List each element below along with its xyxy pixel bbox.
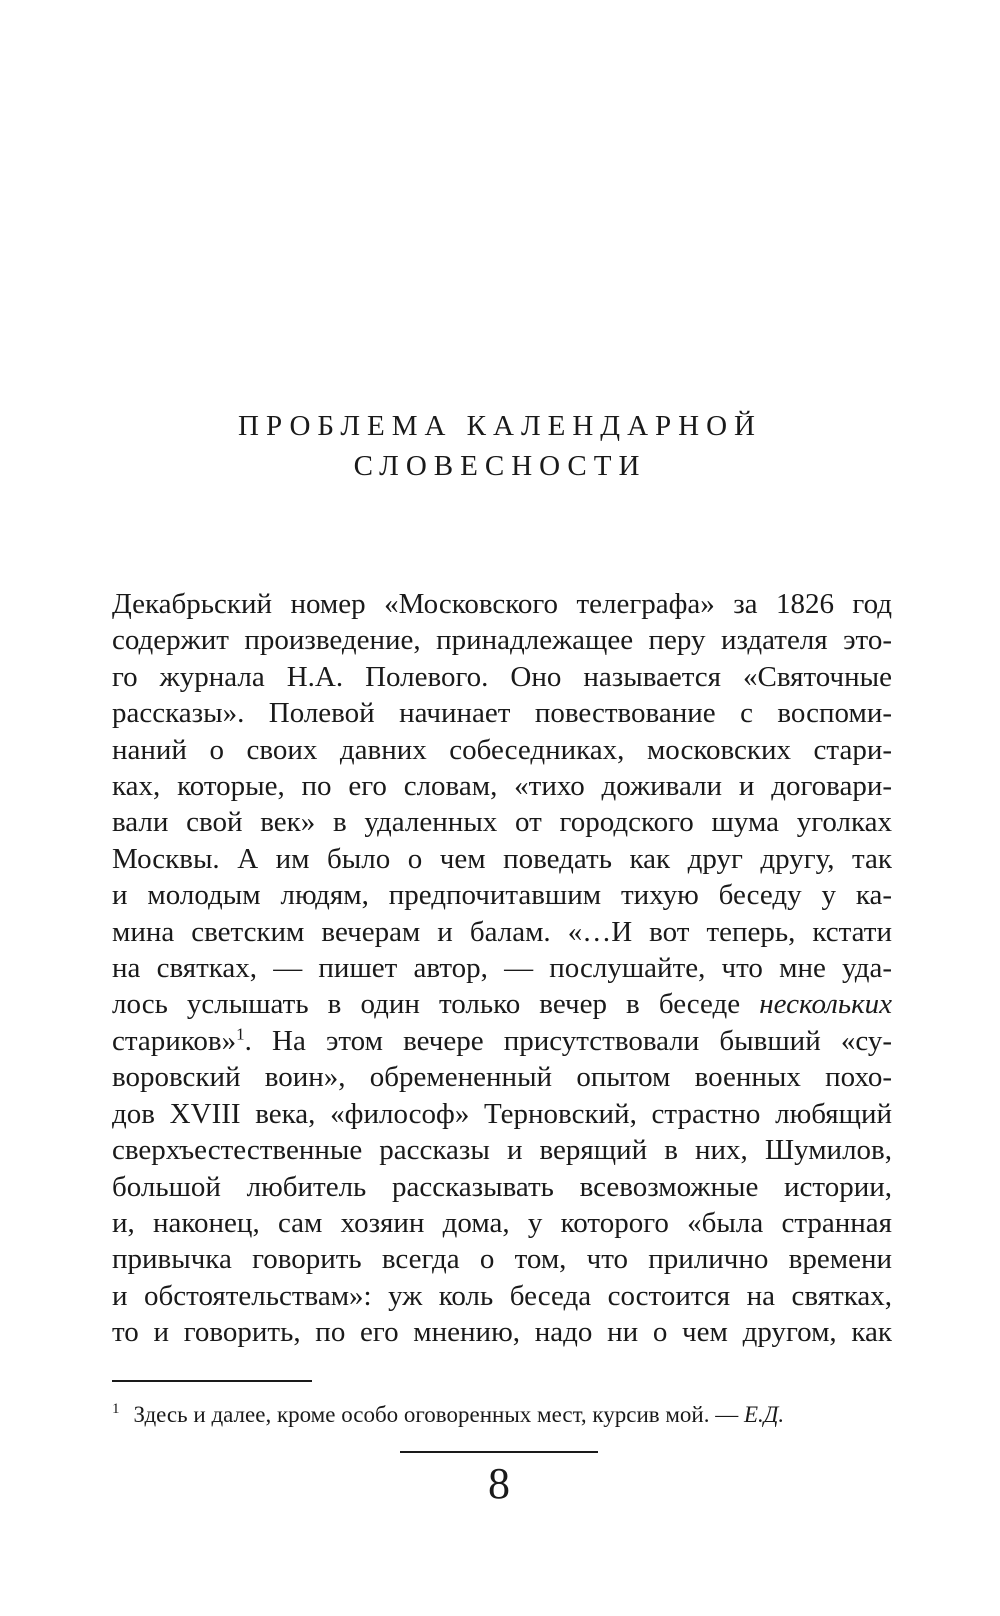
footnote-author: Е.Д. <box>743 1402 785 1427</box>
chapter-title-line-1: ПРОБЛЕМА КАЛЕНДАРНОЙ <box>238 410 762 442</box>
footnote-mark: 1 <box>112 1401 120 1418</box>
text-line: большой любитель рассказывать всевозможные истории, <box>112 1170 892 1203</box>
text-line: наний о своих давних собеседниках, московских стари- <box>112 733 892 766</box>
footnote-reference[interactable]: 1 <box>236 1024 245 1044</box>
page-number: 8 <box>488 1459 510 1508</box>
text-line-with-italic <box>112 986 892 1022</box>
text-fragment: лось услышать в один только вечер в беседе <box>112 988 741 1021</box>
body-paragraph <box>112 586 892 1351</box>
chapter-title <box>0 406 1000 486</box>
italic-word: нескольких <box>759 988 892 1021</box>
text-line: и молодым людям, предпочитавшим тихую беседу у ка- <box>112 879 892 912</box>
text-line: то и говорить, по его мнению, надо ни о чем другом, как <box>112 1316 892 1349</box>
text-line: ках, которые, по его словам, «тихо доживали и договари- <box>112 770 892 803</box>
text-line: мина светским вечерам и балам. «…И вот теперь, кстати <box>112 915 892 948</box>
text-line: Москвы. А им было о чем поведать как друг другу, так <box>112 842 892 875</box>
footnote <box>112 1400 892 1430</box>
text-line: воровский воин», обремененный опытом военных похо- <box>112 1061 892 1094</box>
text-line: рассказы». Полевой начинает повествование с воспоми- <box>112 697 892 730</box>
text-line: вали свой век» в удаленных от городского шума уголках <box>112 806 892 839</box>
footnote-divider <box>112 1380 312 1382</box>
text-line: го журнала Н.А. Полевого. Оно называется «Святочные <box>112 660 892 693</box>
text-line: Декабрьский номер «Московского телеграфа» за 1826 год <box>112 588 892 620</box>
text-fragment: стариков» <box>112 1024 237 1057</box>
text-line-with-footnote-ref <box>112 1023 892 1059</box>
text-line: привычка говорить всегда о том, что прилично времени <box>112 1243 892 1276</box>
text-fragment: . На этом вечере присутствовали бывший «су- <box>244 1024 892 1057</box>
text-line: и обстоятельствам»: уж коль беседа состоится на святках, <box>112 1279 892 1312</box>
text-line: на святках, — пишет автор, — послушайте, что мне уда- <box>112 952 892 985</box>
text-line: дов XVIII века, «философ» Терновский, страстно любящий <box>112 1097 892 1130</box>
chapter-title-line-2: СЛОВЕСНОСТИ <box>353 450 647 482</box>
text-line: и, наконец, сам хозяин дома, у которого «была странная <box>112 1206 892 1239</box>
text-line: содержит произведение, принадлежащее перу издателя это- <box>112 624 892 657</box>
footnote-text: Здесь и далее, кроме особо оговоренных мест, курсив мой. — <box>133 1402 739 1427</box>
text-line: сверхъестественные рассказы и верящий в них, Шумилов, <box>112 1134 892 1167</box>
page-number-divider <box>400 1451 598 1453</box>
